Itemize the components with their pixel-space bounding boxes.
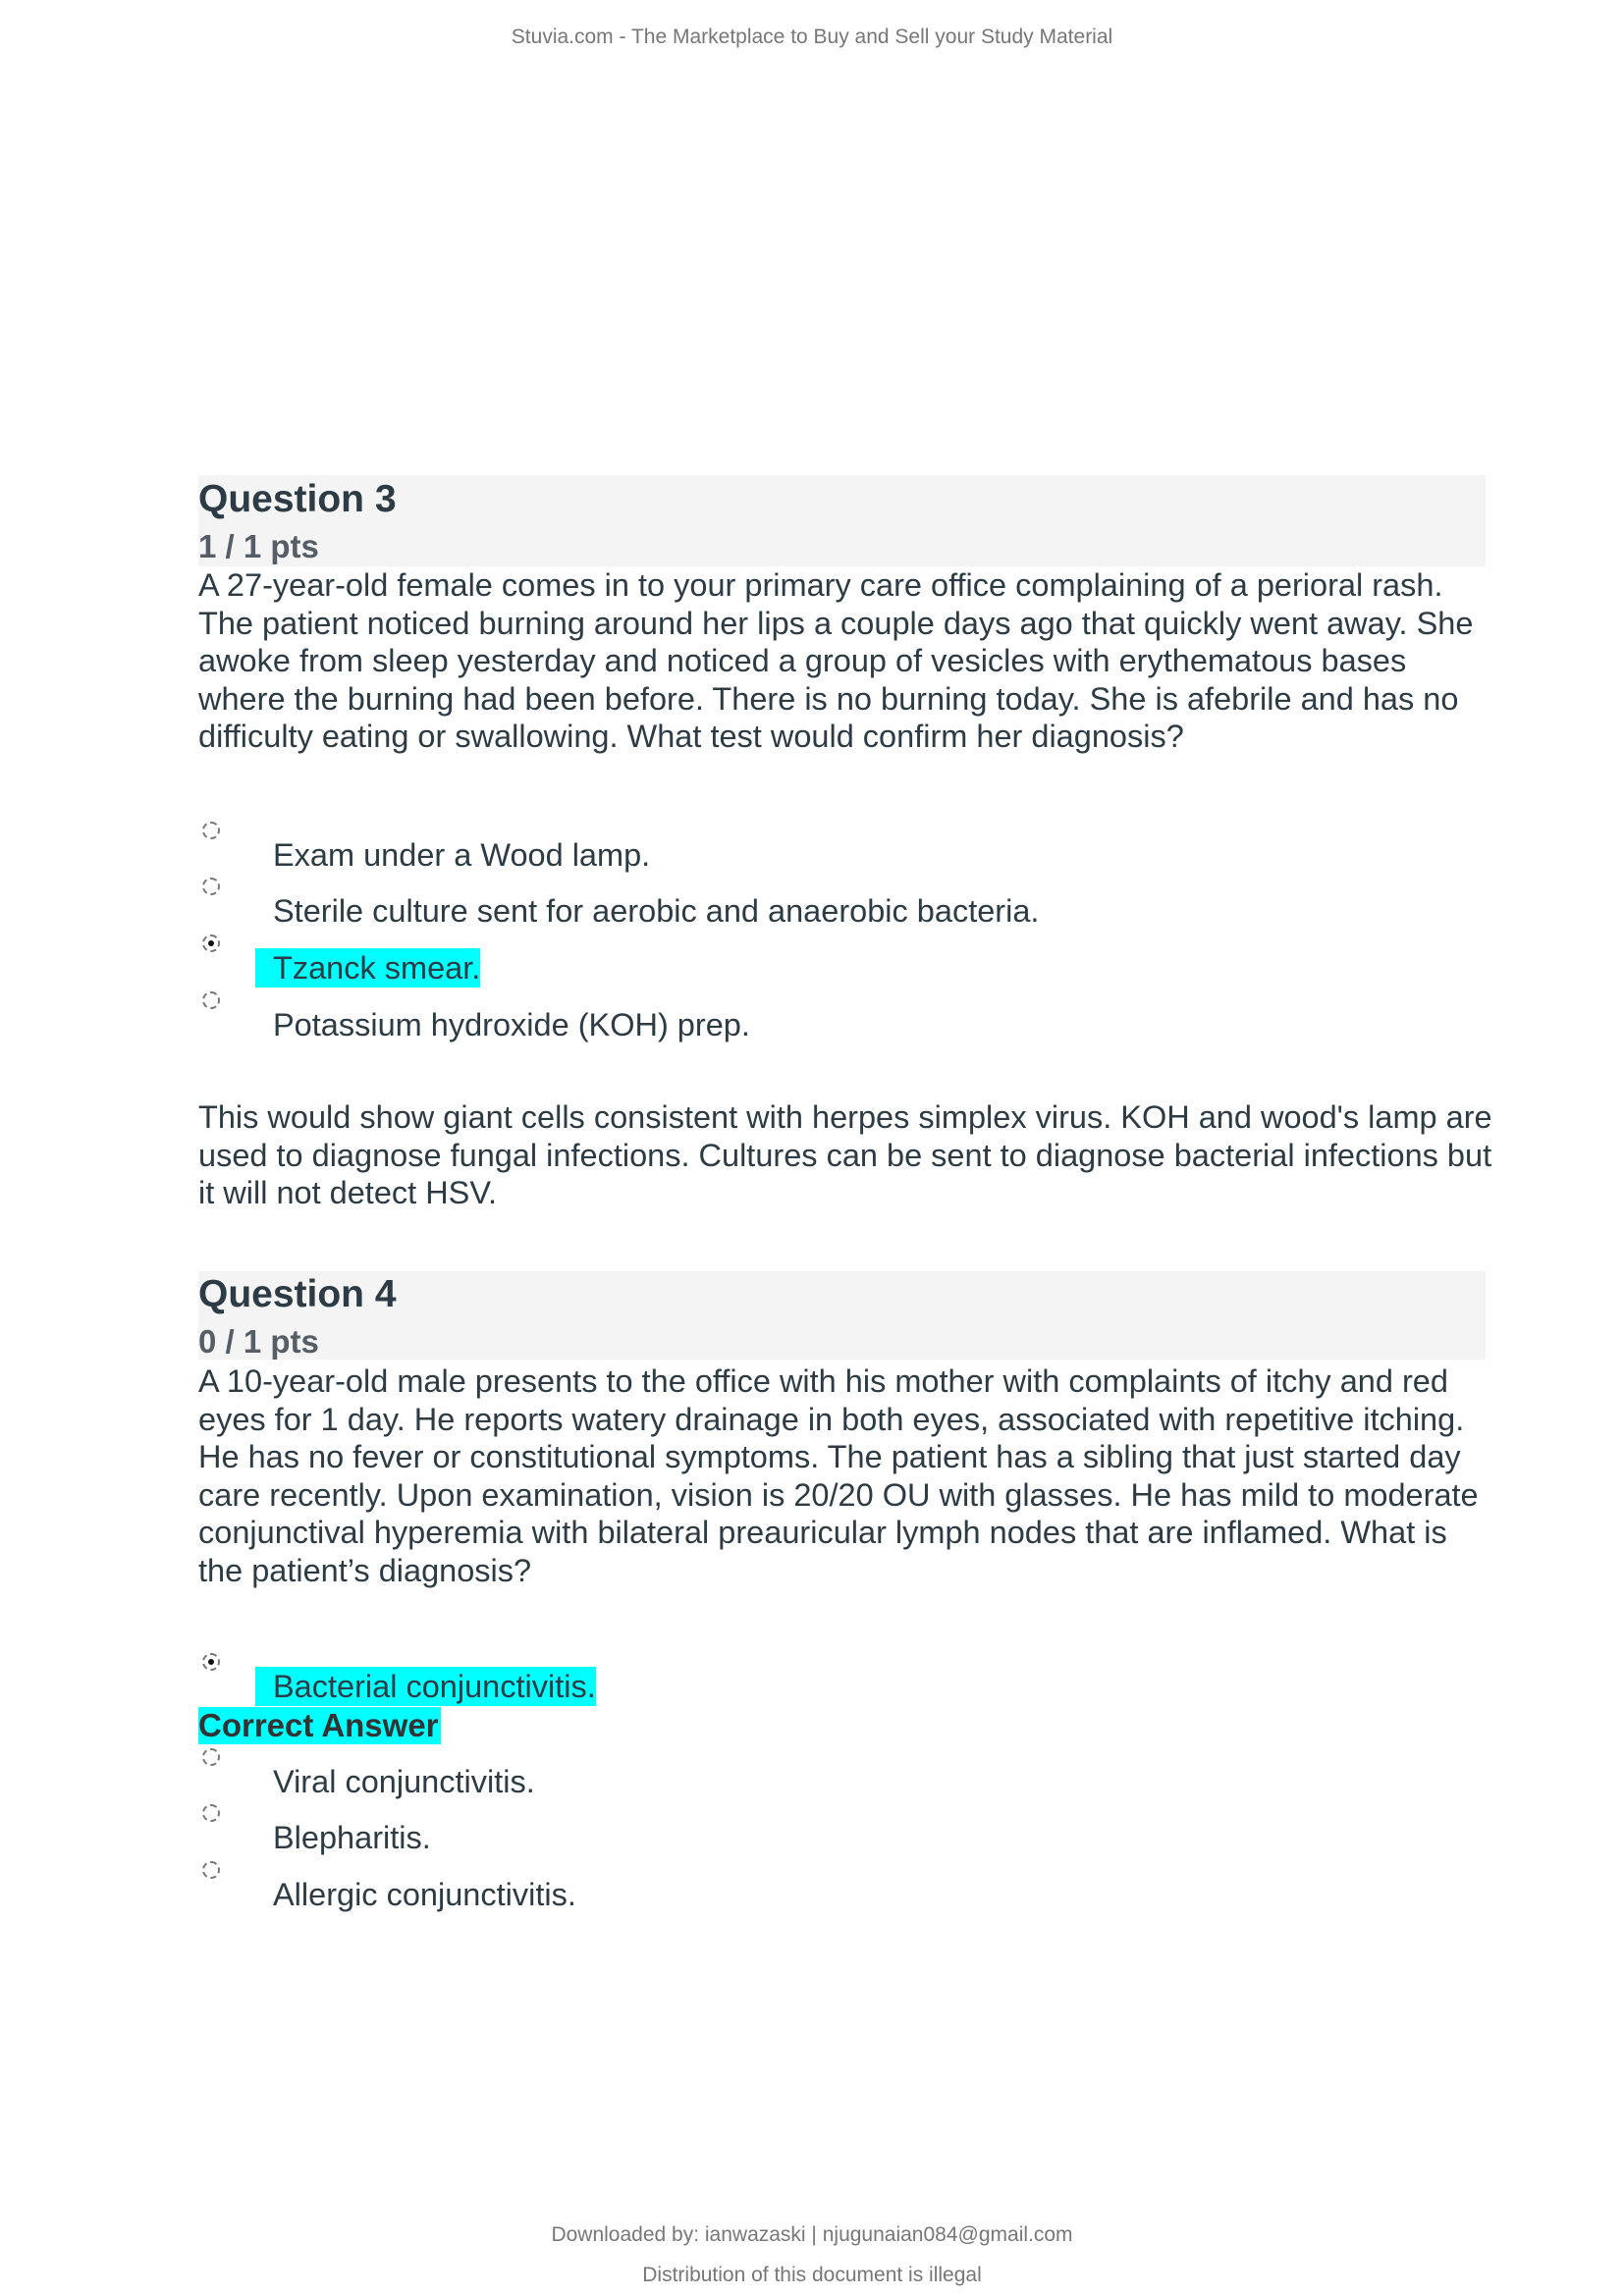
answer-option[interactable] (198, 1875, 1377, 1918)
correct-answer-label: Correct Answer (198, 1707, 439, 1743)
question-3-explanation: This would show giant cells consistent with herpes simplex virus. KOH and wood's lamp are used to diagnose fungal infections. Cultures can be sent to diagnose bacterial infections but it will not detect HSV. (198, 1099, 1492, 1211)
answer-option-label: Allergic conjunctivitis. (273, 1877, 576, 1912)
radio-icon[interactable] (202, 991, 220, 1009)
answer-option-label: Blepharitis. (273, 1820, 431, 1855)
radio-icon[interactable] (202, 1861, 220, 1879)
question-3-points: 1 / 1 pts (198, 528, 319, 564)
question-4-points: 0 / 1 pts (198, 1323, 319, 1360)
question-3-text: A 27-year-old female comes in to your primary care office complaining of a perioral rash. The patient noticed burning around her lips a couple days ago that quickly went away. She awoke from sleep yesterday and noticed a group of vesicles with erythematous bases where the burning had been before. There is no burning today. She is afebrile and has no difficulty eating or swallowing. What test would confirm her diagnosis? (198, 567, 1474, 755)
answer-option-label: Exam under a Wood lamp. (273, 837, 651, 873)
answer-option[interactable] (198, 1762, 1377, 1805)
radio-icon[interactable] (202, 822, 220, 839)
answer-option[interactable] (198, 1818, 1377, 1861)
radio-selected-icon[interactable] (202, 1653, 220, 1671)
answer-option[interactable] (198, 891, 1377, 934)
answer-option-label: Viral conjunctivitis. (273, 1764, 535, 1799)
radio-selected-icon[interactable] (202, 934, 220, 952)
question-3-title: Question 3 (198, 478, 397, 520)
question-4-title: Question 4 (198, 1273, 397, 1315)
answer-option-selected[interactable] (198, 1667, 1377, 1710)
answer-option[interactable] (198, 835, 1377, 879)
answer-option-label: Tzanck smear. (255, 948, 480, 988)
answer-option-selected[interactable] (198, 948, 1377, 991)
question-4-text: A 10-year-old male presents to the office with his mother with complaints of itchy and red eyes for 1 day. He reports watery drainage in both eyes, associated with repetitive itching. He has no fever or constitutional symptoms. The patient has a sibling that just started day care recently. Upon examination, vision is 20/20 OU with glasses. He has mild to moderate conjunctival hyperemia with bilateral preauricular lymph nodes that are inflamed. What is the patient’s diagnosis? (198, 1363, 1479, 1588)
answer-option[interactable] (198, 1005, 1377, 1048)
answer-option-label: Sterile culture sent for aerobic and anaerobic bacteria. (273, 893, 1040, 929)
footer-downloaded-by: Downloaded by: ianwazaski | njugunaian084@gmail.com (551, 2223, 1073, 2246)
answer-option-label: Potassium hydroxide (KOH) prep. (273, 1007, 750, 1042)
radio-icon[interactable] (202, 878, 220, 895)
radio-icon[interactable] (202, 1804, 220, 1822)
footer-notice: Distribution of this document is illegal (642, 2264, 982, 2286)
answer-option-label: Bacterial conjunctivitis. (255, 1667, 596, 1706)
site-header: Stuvia.com - The Marketplace to Buy and Sell your Study Material (511, 26, 1113, 48)
radio-icon[interactable] (202, 1748, 220, 1766)
